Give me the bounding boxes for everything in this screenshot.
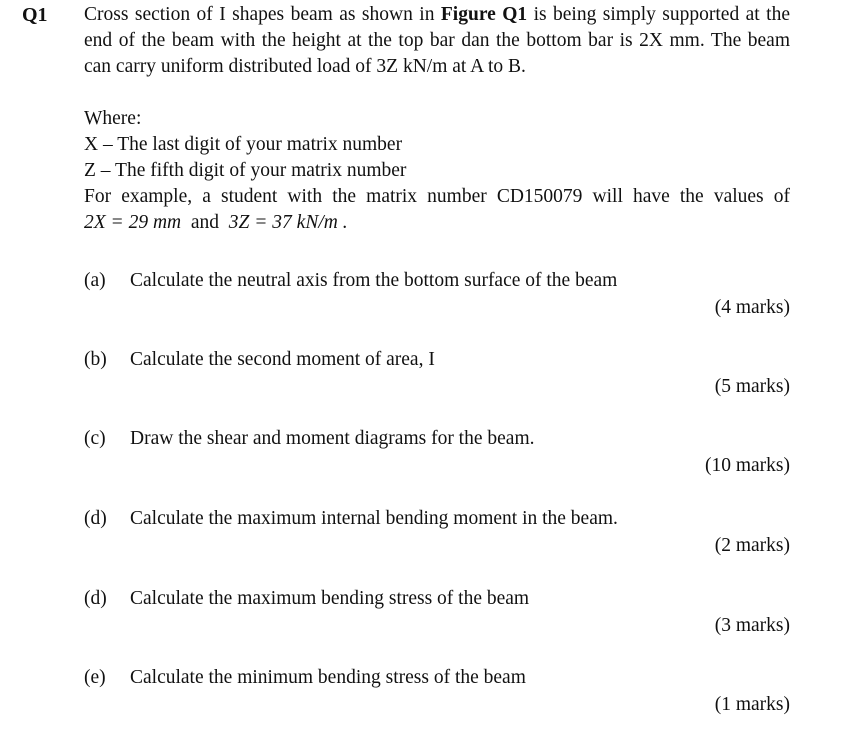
subquestion-label: (b): [84, 349, 107, 370]
intro-text-part1: Cross section of I shapes beam as shown in: [84, 4, 441, 25]
subquestion-a: [84, 268, 790, 328]
example-2x-value: 2X = 29 mm: [84, 212, 182, 233]
example-3z-value: 3Z = 37 kN/m .: [228, 212, 348, 233]
where-heading: Where:: [84, 108, 142, 129]
example-values: [84, 210, 790, 236]
subquestion-text: Calculate the minimum bending stress of the beam: [130, 667, 526, 688]
subquestion-marks: (2 marks): [714, 535, 790, 556]
z-definition: Z – The fifth digit of your matrix number: [84, 160, 407, 181]
subquestion-label: (c): [84, 428, 106, 449]
subquestion-marks: (4 marks): [714, 297, 790, 318]
subquestion-d2: [84, 586, 790, 646]
x-definition: X – The last digit of your matrix number: [84, 134, 403, 155]
subquestion-e: [84, 665, 790, 725]
subquestion-c: [84, 426, 790, 486]
subquestion-marks: (10 marks): [704, 455, 790, 476]
example-and: and: [190, 212, 220, 233]
subquestion-d1: [84, 506, 790, 566]
subquestion-marks: (5 marks): [714, 376, 790, 397]
figure-reference: Figure Q1: [440, 4, 528, 25]
subquestion-label: (a): [84, 270, 106, 291]
subquestion-marks: (3 marks): [714, 615, 790, 636]
subquestion-label: (d): [84, 588, 107, 609]
subquestion-text: Calculate the maximum internal bending moment in the beam.: [130, 508, 618, 529]
subquestion-b: [84, 347, 790, 407]
intro-text-part2: is being simply supported at the end of the beam with the height at the top bar dan the bottom bar is 2X mm. The beam can carry uniform distributed load of 3Z kN/m at A to B.: [84, 4, 790, 77]
subquestion-text: Calculate the neutral axis from the bottom surface of the beam: [130, 270, 618, 291]
subquestion-marks: (1 marks): [714, 694, 790, 715]
subquestion-text: Calculate the maximum bending stress of the beam: [130, 588, 530, 609]
example-text: For example, a student with the matrix number CD150079 will have the values of: [84, 186, 790, 207]
variable-definitions: [84, 106, 790, 236]
subquestion-text: Calculate the second moment of area, I: [130, 349, 435, 370]
question-intro: [84, 2, 790, 80]
question-number: Q1: [22, 4, 48, 26]
subquestion-text: Draw the shear and moment diagrams for the beam.: [130, 428, 535, 449]
subquestion-label: (d): [84, 508, 107, 529]
subquestion-label: (e): [84, 667, 106, 688]
